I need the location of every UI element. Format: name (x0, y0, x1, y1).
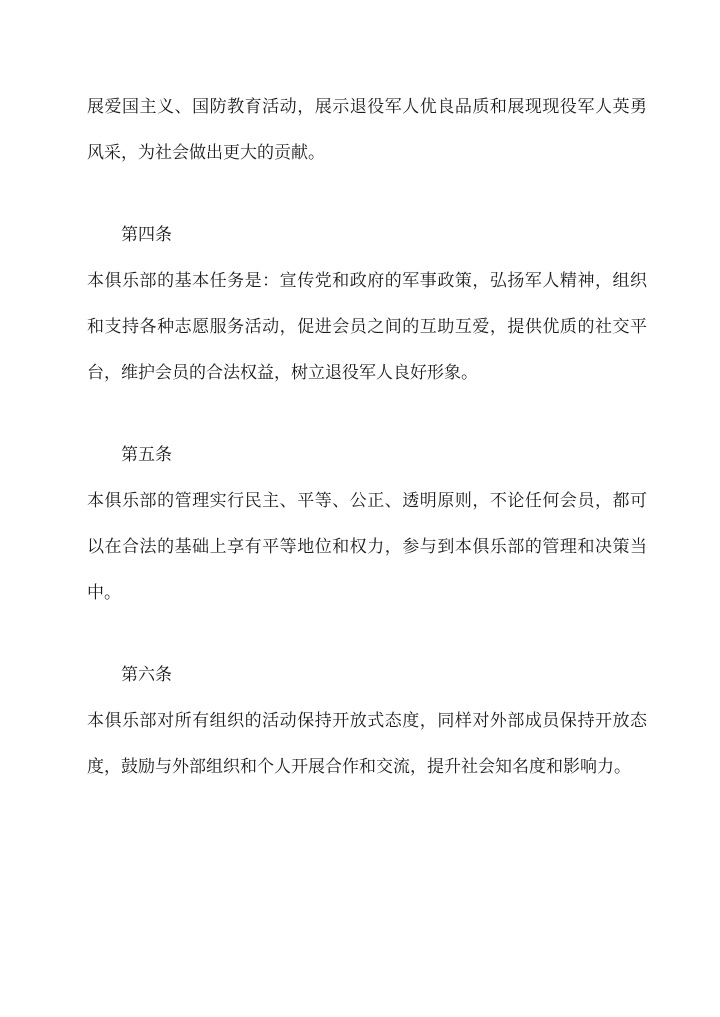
article-heading-4: 第四条 (121, 225, 172, 245)
article-body-4: 本俱乐部的基本任务是：宣传党和政府的军事政策，弘扬军人精神，组织和支持各种志愿服务活动，促进会员之间的互助互爱，提供优质的社交平台，维护会员的合法权益，树立退役军人良好形象。 (87, 271, 647, 383)
article-body-6: 本俱乐部对所有组织的活动保持开放式态度，同样对外部成员保持开放态度，鼓励与外部组织和个人开展合作和交流，提升社会知名度和影响力。 (87, 711, 647, 777)
article-heading-6: 第六条 (121, 665, 172, 685)
article-body-5: 本俱乐部的管理实行民主、平等、公正、透明原则，不论任何会员，都可以在合法的基础上享有平等地位和权力，参与到本俱乐部的管理和决策当中。 (87, 491, 647, 603)
article-heading-5: 第五条 (121, 445, 172, 465)
intro-paragraph: 展爱国主义、国防教育活动，展示退役军人优良品质和展现现役军人英勇风采，为社会做出更大的贡献。 (87, 97, 647, 163)
document-body (87, 84, 647, 790)
